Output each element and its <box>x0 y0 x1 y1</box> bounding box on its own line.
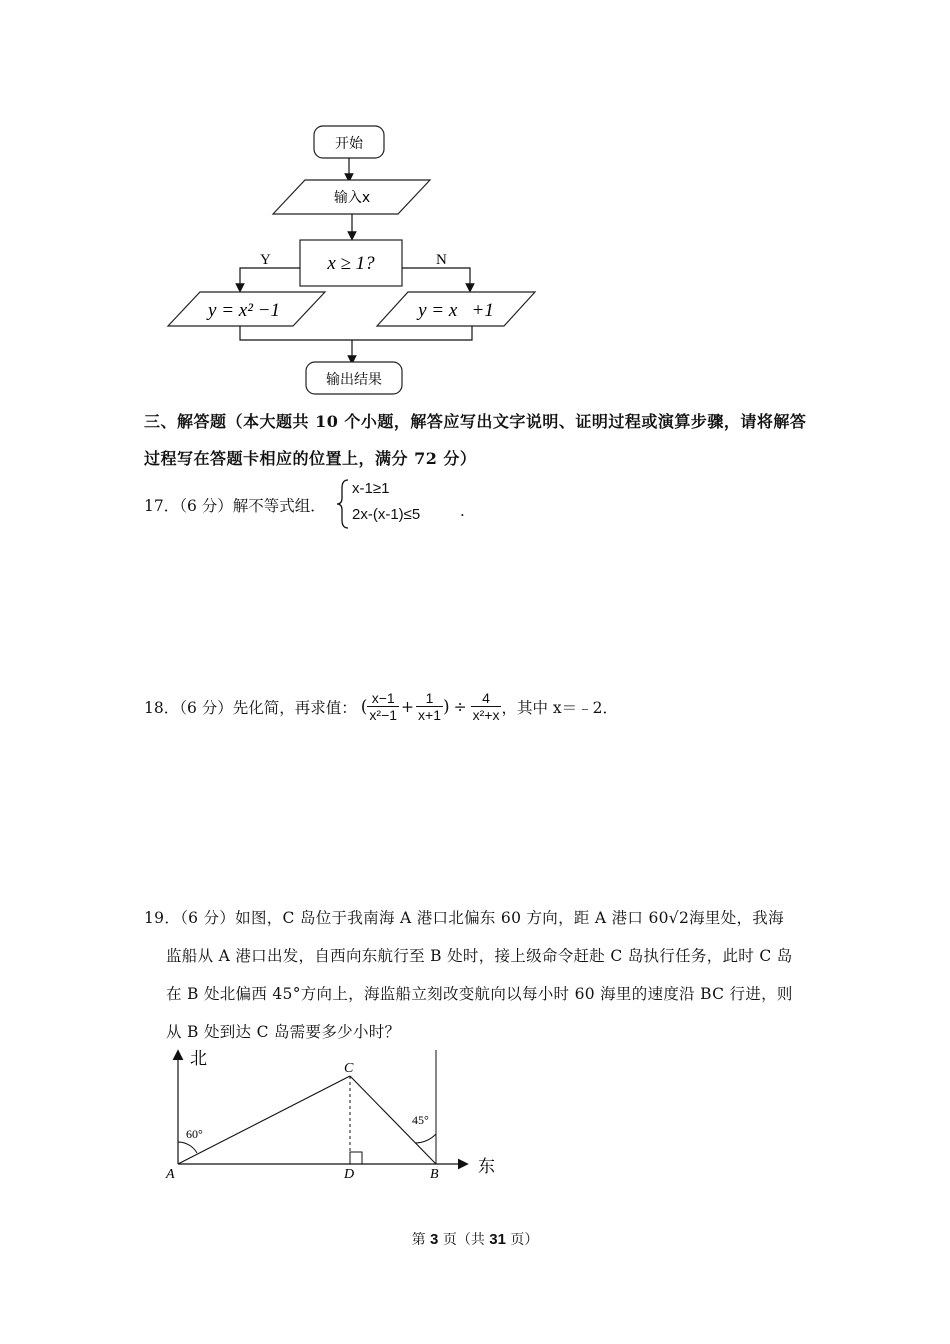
flow-no-formula: y = x +1 <box>418 300 494 321</box>
flow-start-text: 开始 <box>335 136 363 152</box>
angle-45-label: 45° <box>412 1113 429 1127</box>
page-number: 3 <box>430 1231 439 1248</box>
section-heading-line1: 三、解答题（本大题共 10 个小题，解答应写出文字说明、证明过程或演算步骤，请将解答 <box>144 412 807 431</box>
q17-text: 17．（6 分）解不等式组． <box>144 497 326 515</box>
q17-line2: 2x-(x-1)≤5 <box>352 506 421 523</box>
q17-line1: x-1≥1 <box>352 480 390 497</box>
flow-input-text: 输入x <box>333 190 371 206</box>
flow-condition-text: x ≥ 1? <box>327 253 375 274</box>
section-heading-line2: 过程写在答题卡相应的位置上，满分 72 分） <box>144 449 477 468</box>
q19-line2: 监船从 A 港口出发，自西向东航行至 B 处时，接上级命令赶赴 C 岛执行任务，此时 C 岛 <box>166 947 793 965</box>
angle-60-label: 60° <box>186 1127 203 1141</box>
q18-text: 18．（6 分）先化简，再求值： <box>144 698 357 717</box>
point-c-label: C <box>344 1061 354 1076</box>
geometry-diagram <box>160 1046 510 1188</box>
q17-system <box>336 478 476 530</box>
q19-line3: 在 B 处北偏西 45°方向上，海监船立刻改变航向以每小时 60 海里的速度沿 BC 行进，则 <box>166 985 793 1003</box>
q18-line: 18．（6 分）先化简，再求值： ( $\frac{x-1}{\text{x²−1}}$ + $\frac{1}{x+1}$ ) ÷ $\frac{4}{\text{x²+x}}$ ，其中 x＝﹣2． <box>144 690 619 723</box>
east-label: 东 <box>478 1157 495 1177</box>
q18-fraction-3: $\frac{4}{\text{x²+x}}$ <box>472 690 500 723</box>
q18-fraction-2: $\frac{1}{x+1}$ <box>418 690 441 723</box>
point-b-label: B <box>430 1167 439 1182</box>
flow-no-label: N <box>436 252 447 268</box>
page-footer: 第 3 页（共 31 页） <box>411 1231 539 1248</box>
q18-fraction-1: $\frac{x-1}{\text{x²−1}}$ <box>369 690 398 723</box>
flow-output-text: 输出结果 <box>326 372 382 388</box>
flowchart <box>160 118 544 400</box>
q19-line4: 从 B 处到达 C 岛需要多少小时？ <box>166 1023 401 1041</box>
point-d-label: D <box>344 1167 355 1182</box>
north-label: 北 <box>190 1049 207 1069</box>
flow-yes-label: Y <box>260 252 271 268</box>
q19-line1: 19．（6 分）如图，C 岛位于我南海 A 港口北偏东 60 方向，距 A 港口 60√2海里处，我海 <box>144 909 784 927</box>
page-total: 31 <box>489 1231 506 1248</box>
point-a-label: A <box>166 1167 175 1182</box>
brace-icon <box>336 478 350 530</box>
q17-end: . <box>460 502 465 520</box>
flow-yes-formula: y = x² −1 <box>208 300 280 321</box>
q18-tail: ，其中 x＝﹣2． <box>501 698 619 717</box>
